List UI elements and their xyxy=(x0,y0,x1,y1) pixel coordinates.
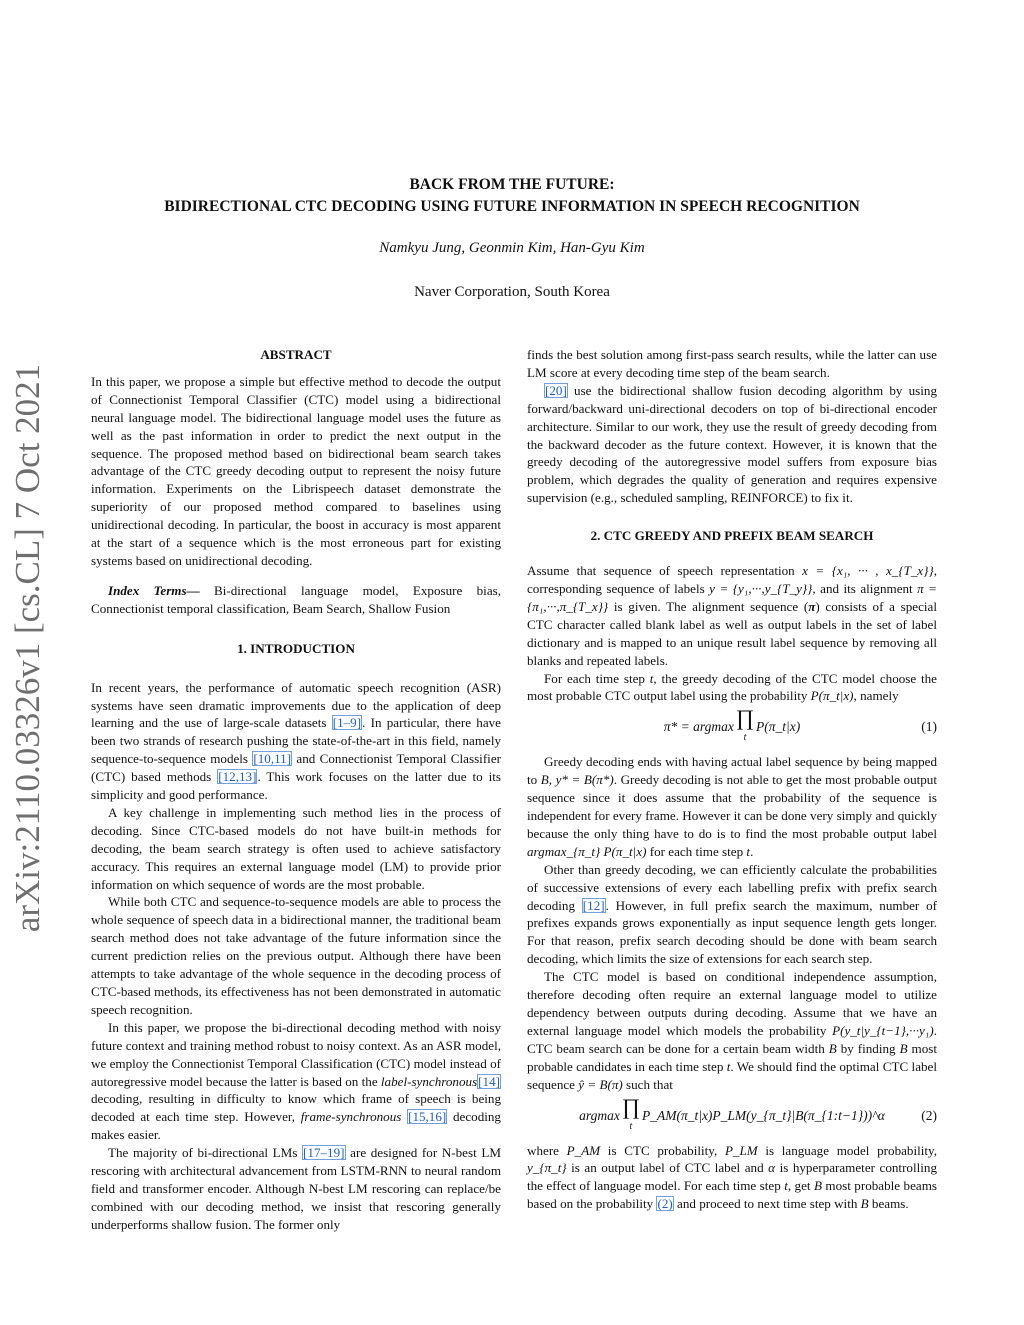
citation-link[interactable]: [14] xyxy=(478,1073,500,1089)
related-paragraph: [20] use the bidirectional shallow fusion decoding algorithm by using forward/backward uni-directional decoders on top of bi-directional encoder architecture. Similar to our work, they use the result of greedy decoding from the backward decoder as the future context. However, it is known that the greedy decoding of the autoregressive model suffers from exposure bias problem, which degrades the quality of generation and requires expensive supervision (e.g., scheduled sampling, REINFORCE) to fix it. xyxy=(527,382,937,506)
equation-number: (2) xyxy=(921,1107,937,1123)
affiliation: Naver Corporation, South Korea xyxy=(414,284,610,300)
intro-paragraph-1: In recent years, the performance of automatic speech recognition (ASR) systems have seen dramatic improvements due to the application of deep learning and the use of large-scale datasets [1–9]. In particular, there have been two strands of research pushing the state-of-the-art in this field, namely sequence-to-sequence models [10,11] and Connectionist Temporal Classifier (CTC) based methods [12,13]. This work focuses on the latter due to its simplicity and good performance. xyxy=(91,679,501,803)
section2-paragraph-1: Assume that sequence of speech representation x = {x₁, ··· , x_{T_x}}, corresponding sequence of labels y = {y₁,···,y_{T_y}}, and its alignment π = {π₁,···,π_{T_x}} is given. The alignment sequence (π) consists of a special CTC character called blank label as well as output labels in the set of label dictionary and is mapped to an unique result label sequence by removing all blanks and repeated labels. xyxy=(527,563,937,668)
intro-paragraph-4: In this paper, we propose the bi-directional decoding method with noisy future context and training method robust to noisy context. As an ASR model, we employ the Connectionist Temporal Classification (CTC) model instead of autoregressive model because the latter is based on the label-synchronous[14] decoding, resulting in difficulty to know which frame of speech is being decoded at each time step. However, frame-synchronous [15,16] decoding makes easier. xyxy=(91,1019,501,1143)
equation-link[interactable]: (2) xyxy=(657,1196,673,1212)
left-column xyxy=(91,346,501,1234)
citation-link[interactable]: [10,11] xyxy=(253,751,292,767)
paper-title xyxy=(0,174,1024,218)
index-terms-label: Index Terms— xyxy=(108,582,200,598)
index-terms-text: Bi-directional language model, Exposure bias, Connectionist temporal classification, Beam Search, Shallow Fusion xyxy=(91,582,501,616)
citation-link[interactable]: [15,16] xyxy=(408,1109,447,1125)
section2-heading: 2. CTC GREEDY AND PREFIX BEAM SEARCH xyxy=(590,528,874,544)
citation-link[interactable]: [20] xyxy=(545,382,567,398)
right-column xyxy=(527,346,937,1213)
intro-paragraph-5: The majority of bi-directional LMs [17–19] are designed for N-best LM rescoring with architectural advancement from LSTM-RNN to neural random field and transformer encoder. Although N-best LM rescoring can replace/be combined with our decoding method, we insist that rescoring generally underperforms shallow fusion. The former only xyxy=(91,1145,502,1232)
intro-continued: finds the best solution among first-pass search results, while the latter can use LM score at every decoding time step of the beam search. xyxy=(527,347,937,380)
citation-link[interactable]: [12,13] xyxy=(218,769,257,785)
section2-paragraph-4: Other than greedy decoding, we can efficiently calculate the probabilities of successive extensions of every each labelling prefix with prefix search decoding [12]. However, in full prefix search the maximum, number of prefixes expands grows exponentially as input sequence length gets longer. For that reason, prefix search decoding should be done with beam search decoding, which limits the size of extensions for each search step. xyxy=(527,861,937,967)
citation-link[interactable]: [12] xyxy=(582,897,605,913)
intro-paragraph-3: While both CTC and sequence-to-sequence models are able to process the whole sequence of speech data in a bidirectional manner, the traditional beam search method does not take advantage of the future information since the current prediction relies on the previous output. Although there have been attempts to take advantage of the whole sequence in the decoding process of CTC-based methods, its effectiveness has not been demonstrated in automatic speech recognition. xyxy=(91,894,501,1017)
citation-link[interactable]: [17–19] xyxy=(303,1145,345,1161)
abstract-heading: ABSTRACT xyxy=(260,347,332,362)
citation-link[interactable]: [1–9] xyxy=(332,715,362,731)
equation-2: argmax ∏ t P_AM(π_t|x)P_LM(y_{π_t}|B(π_{1:t−1}))^α (2) xyxy=(579,1093,937,1132)
section2-paragraph-6: where P_AM is CTC probability, P_LM is language model probability, y_{π_t} is an output label of CTC label and α is hyperparameter controlling the effect of language model. For each time step t, get B most probable beams based on the probability (2) and proceed to next time step with B beams. xyxy=(527,1142,937,1212)
authors: Namkyu Jung, Geonmin Kim, Han-Gyu Kim xyxy=(379,240,645,256)
title-line-2: BIDIRECTIONAL CTC DECODING USING FUTURE INFORMATION IN SPEECH RECOGNITION xyxy=(164,198,860,215)
section2-paragraph-3: Greedy decoding ends with having actual label sequence by being mapped to B, y* = B(π*). Greedy decoding is not able to get the most probable output sequence since it does assume that the probability of the sequence is independent for every frame. However it can be done very simply and quickly because the only thing have to do is to find the most probable output label argmax_{π_t} P(π_t|x) for each time step t. xyxy=(527,754,937,859)
section2-paragraph-2: For each time step t, the greedy decoding of the CTC model choose the most probable CTC output label using the probability P(π_t|x), namely xyxy=(527,670,937,704)
intro-paragraph-2: A key challenge in implementing such method lies in the process of decoding. Since CTC-based models do not have built-in methods for decoding, the beam search strategy is often used to achieve satisfactory accuracy. This requires an external language model (LM) to provide prior information on which sequence of words are the most probable. xyxy=(91,804,501,892)
arxiv-stamp: arXiv:2110.03326v1 [cs.CL] 7 Oct 2021 xyxy=(8,363,47,933)
abstract-text: In this paper, we propose a simple but effective method to decode the output of Connectionist Temporal Classifier (CTC) model using a bidirectional neural language model. The bidirectional language model uses the future as well as the past information in order to predict the next output in the sequence. The proposed method based on bidirectional beam search takes advantage of the CTC greedy decoding output to represent the noisy future information. Experiments on the Librispeech dataset demonstrate the superiority of our proposed method compared to baselines using unidirectional decoding. In particular, the boost in accuracy is most apparent at the start of a sequence which is the most erroneous part for existing systems based on unidirectional decoding. xyxy=(91,373,501,568)
index-terms xyxy=(91,582,501,618)
equation-1: π* = argmax ∏ t P(π_t|x) (1) xyxy=(663,705,937,744)
intro-heading: 1. INTRODUCTION xyxy=(237,640,355,656)
title-line-1: BACK FROM THE FUTURE: xyxy=(409,176,615,193)
section2-paragraph-5: The CTC model is based on conditional independence assumption, therefore decoding often require an external language model to utilize dependency between outputs during decoding. Assume that we have an external language model which models the probability P(y_t|y_{t−1},···y₁). CTC beam search can be done for a certain beam width B by finding B most probable candidates in each time step t. We should find the optimal CTC label sequence ŷ = B(π) such that xyxy=(527,969,937,1092)
equation-number: (1) xyxy=(921,719,937,735)
